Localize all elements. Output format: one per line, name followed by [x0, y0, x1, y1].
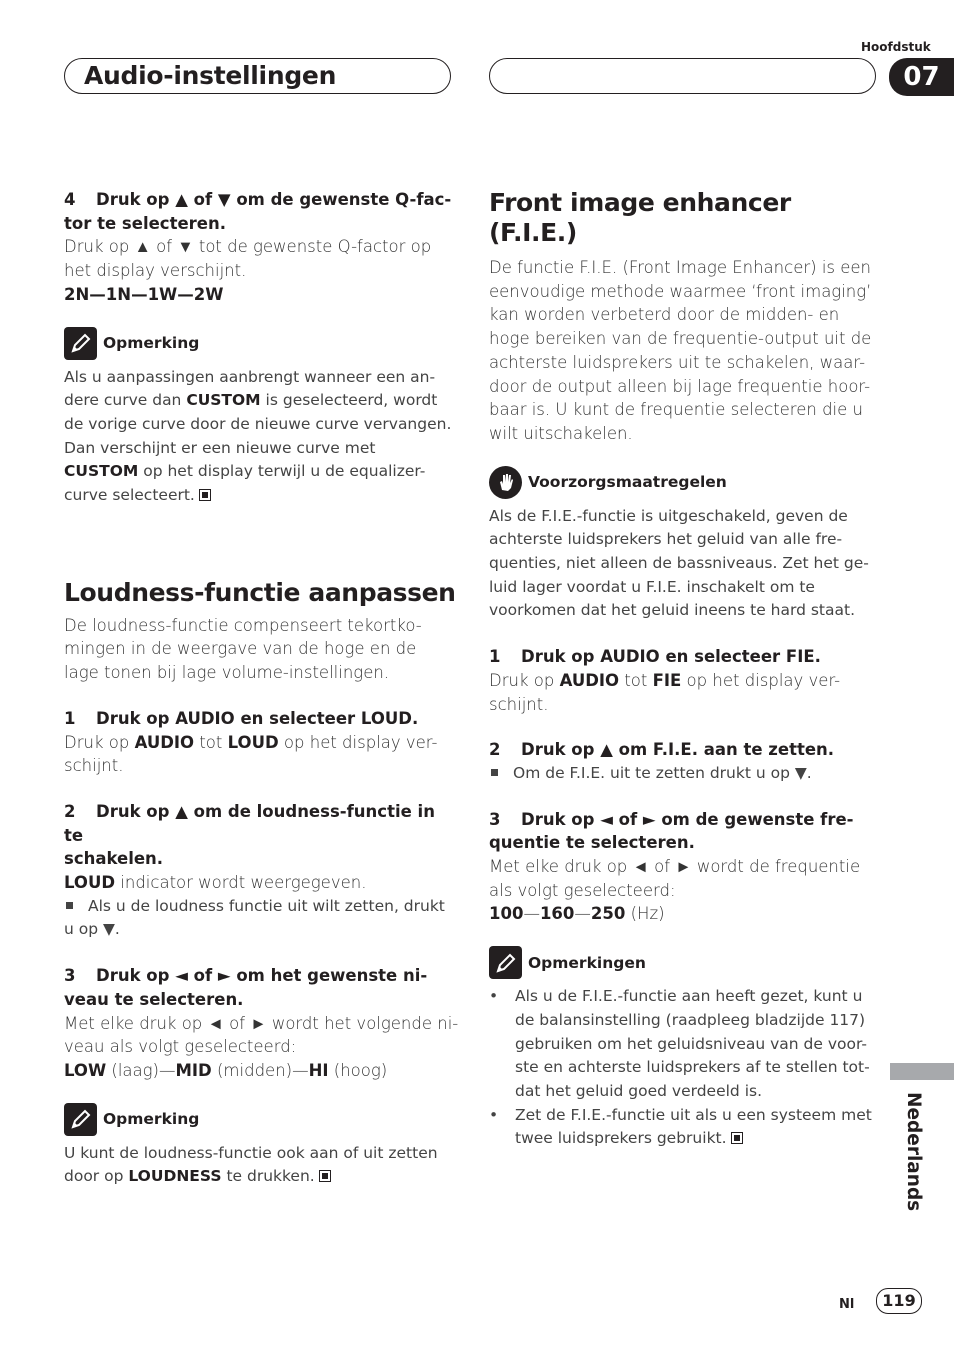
bullet-dot-icon: • [489, 1105, 499, 1124]
caution-hand-icon [489, 466, 522, 499]
caution-body: Als de F.I.E.-functie is uitgeschakeld, geven de achterste luidsprekers het geluid van alle fre- quenties, niet alleen de bassniveaus. Zet het ge- luid lager voordat u F.I.E. inschakelt om te voorkomen dat het geluid ineens te hard staat. [489, 506, 869, 620]
caution-title: Voorzorgsmaatregelen [528, 473, 727, 492]
end-mark-icon [731, 1132, 743, 1144]
header-blank-frame [489, 58, 876, 94]
loudness-step-1-title: 1 Druk op AUDIO en selecteer LOUD. [64, 708, 419, 728]
notes-header [489, 946, 879, 979]
list-item: • Als u de F.I.E.-functie aan heeft gezet, kunt u de balansinstelling (raadpleeg bladzijde 117) gebruiken om het geluidsniveau van de voor- ste en achterste luidsprekers af te stellen tot- dat het geluid goed verdeeld is. [489, 985, 879, 1104]
notes-body [489, 985, 879, 1151]
note-title: Opmerking [103, 334, 200, 353]
language-label: Nederlands [903, 1092, 924, 1212]
note-header-2 [64, 1103, 459, 1136]
pencil-note-icon [64, 327, 97, 360]
loudness-step-2-bullet: Als u de loudness functie uit wilt zetten, drukt u op ▼. [64, 896, 445, 939]
fie-step-2-title: 2 Druk op ▲ om F.I.E. aan te zetten. [489, 740, 835, 760]
fie-step-2-bullet: Om de F.I.E. uit te zetten drukt u op ▼. [489, 762, 879, 786]
step-4-title: 4 Druk op ▲ of ▼ om de gewenste Q-fac- tor te selecteren. [64, 190, 452, 233]
list-item: • Zet de F.I.E.-functie uit als u een systeem met twee luidsprekers gebruikt. [489, 1104, 879, 1151]
note-header [64, 327, 459, 360]
loudness-heading: Loudness-functie aanpassen [64, 577, 456, 607]
loudness-step-1-body: Druk op AUDIO tot LOUD op het display ver- schijnt. [64, 732, 438, 776]
q-factor-sequence: 2N—1N—1W—2W [64, 284, 224, 304]
pencil-note-icon [64, 1103, 97, 1136]
step-4-body: Druk op ▲ of ▼ tot de gewenste Q-factor op het display verschijnt. [64, 237, 432, 281]
square-bullet-icon [66, 902, 73, 909]
section-title: Audio-instellingen [84, 61, 337, 90]
fie-step-3-title: 3 Druk op ◄ of ► om de gewenste fre- quentie te selecteren. [489, 809, 854, 853]
loudness-intro: De loudness-functie compenseert tekortko- mingen in de weergave van de hoge en de lage tonen bij lage volume-instellingen. [64, 615, 422, 683]
end-mark-icon [319, 1170, 331, 1182]
loudness-step-2-body: LOUD indicator wordt weergegeven. [64, 873, 367, 893]
fie-intro: De functie F.I.E. (Front Image Enhancer) is een eenvoudige methode waarmee ‘front imaging’ kan worden verbeterd door de midden- en hoge bereiken van de frequentie-output uit de achterste luidsprekers uit te schakelen, waar- door de output alleen bij lage frequentie hoor- baar is. U kunt de frequentie selecteren die u wilt uitschakelen. [489, 258, 872, 443]
fie-step-1-title: 1 Druk op AUDIO en selecteer FIE. [489, 647, 821, 667]
loudness-step-3-title: 3 Druk op ◄ of ► om het gewenste ni- veau te selecteren. [64, 966, 428, 1009]
language-tab-marker [890, 1063, 954, 1080]
page-number: 119 [876, 1288, 922, 1314]
loudness-step-3-body: Met elke druk op ◄ of ► wordt het volgende ni- veau als volgt geselecteerd: LOW (laag)—MID (midden)—HI (hoog) [64, 1013, 459, 1080]
fie-step-3-body: Met elke druk op ◄ of ► wordt de frequentie als volgt geselecteerd: 100—160—250 (Hz) [489, 857, 861, 924]
note-2-body: U kunt de loudness-functie ook aan of uit zetten door op LOUDNESS te drukken. [64, 1143, 438, 1186]
notes-title: Opmerkingen [528, 953, 646, 972]
language-code: Nl [839, 1297, 855, 1312]
loudness-step-2-title: 2 Druk op ▲ om de loudness-functie in te schakelen. [64, 801, 435, 869]
bullet-dot-icon: • [489, 987, 499, 1006]
right-column [489, 188, 879, 1151]
chapter-label: Hoofdstuk [861, 40, 931, 54]
end-mark-icon [199, 489, 211, 501]
caution-header [489, 466, 879, 499]
fie-heading: Front image enhancer (F.I.E.) [489, 188, 791, 247]
note-body: Als u aanpassingen aanbrengt wanneer een an- dere curve dan CUSTOM is geselecteerd, wordt de vorige curve door de nieuwe curve vervangen. Dan verschijnt er een nieuwe curve met CUSTOM op het display terwijl u de equalizer- curve selecteert. [64, 367, 452, 505]
left-column [64, 188, 459, 1189]
pencil-note-icon [489, 946, 522, 979]
fie-step-1-body: Druk op AUDIO tot FIE op het display ver- schijnt. [489, 670, 841, 714]
square-bullet-icon [491, 769, 498, 776]
note-title: Opmerking [103, 1110, 200, 1129]
chapter-number: 07 [889, 58, 954, 96]
